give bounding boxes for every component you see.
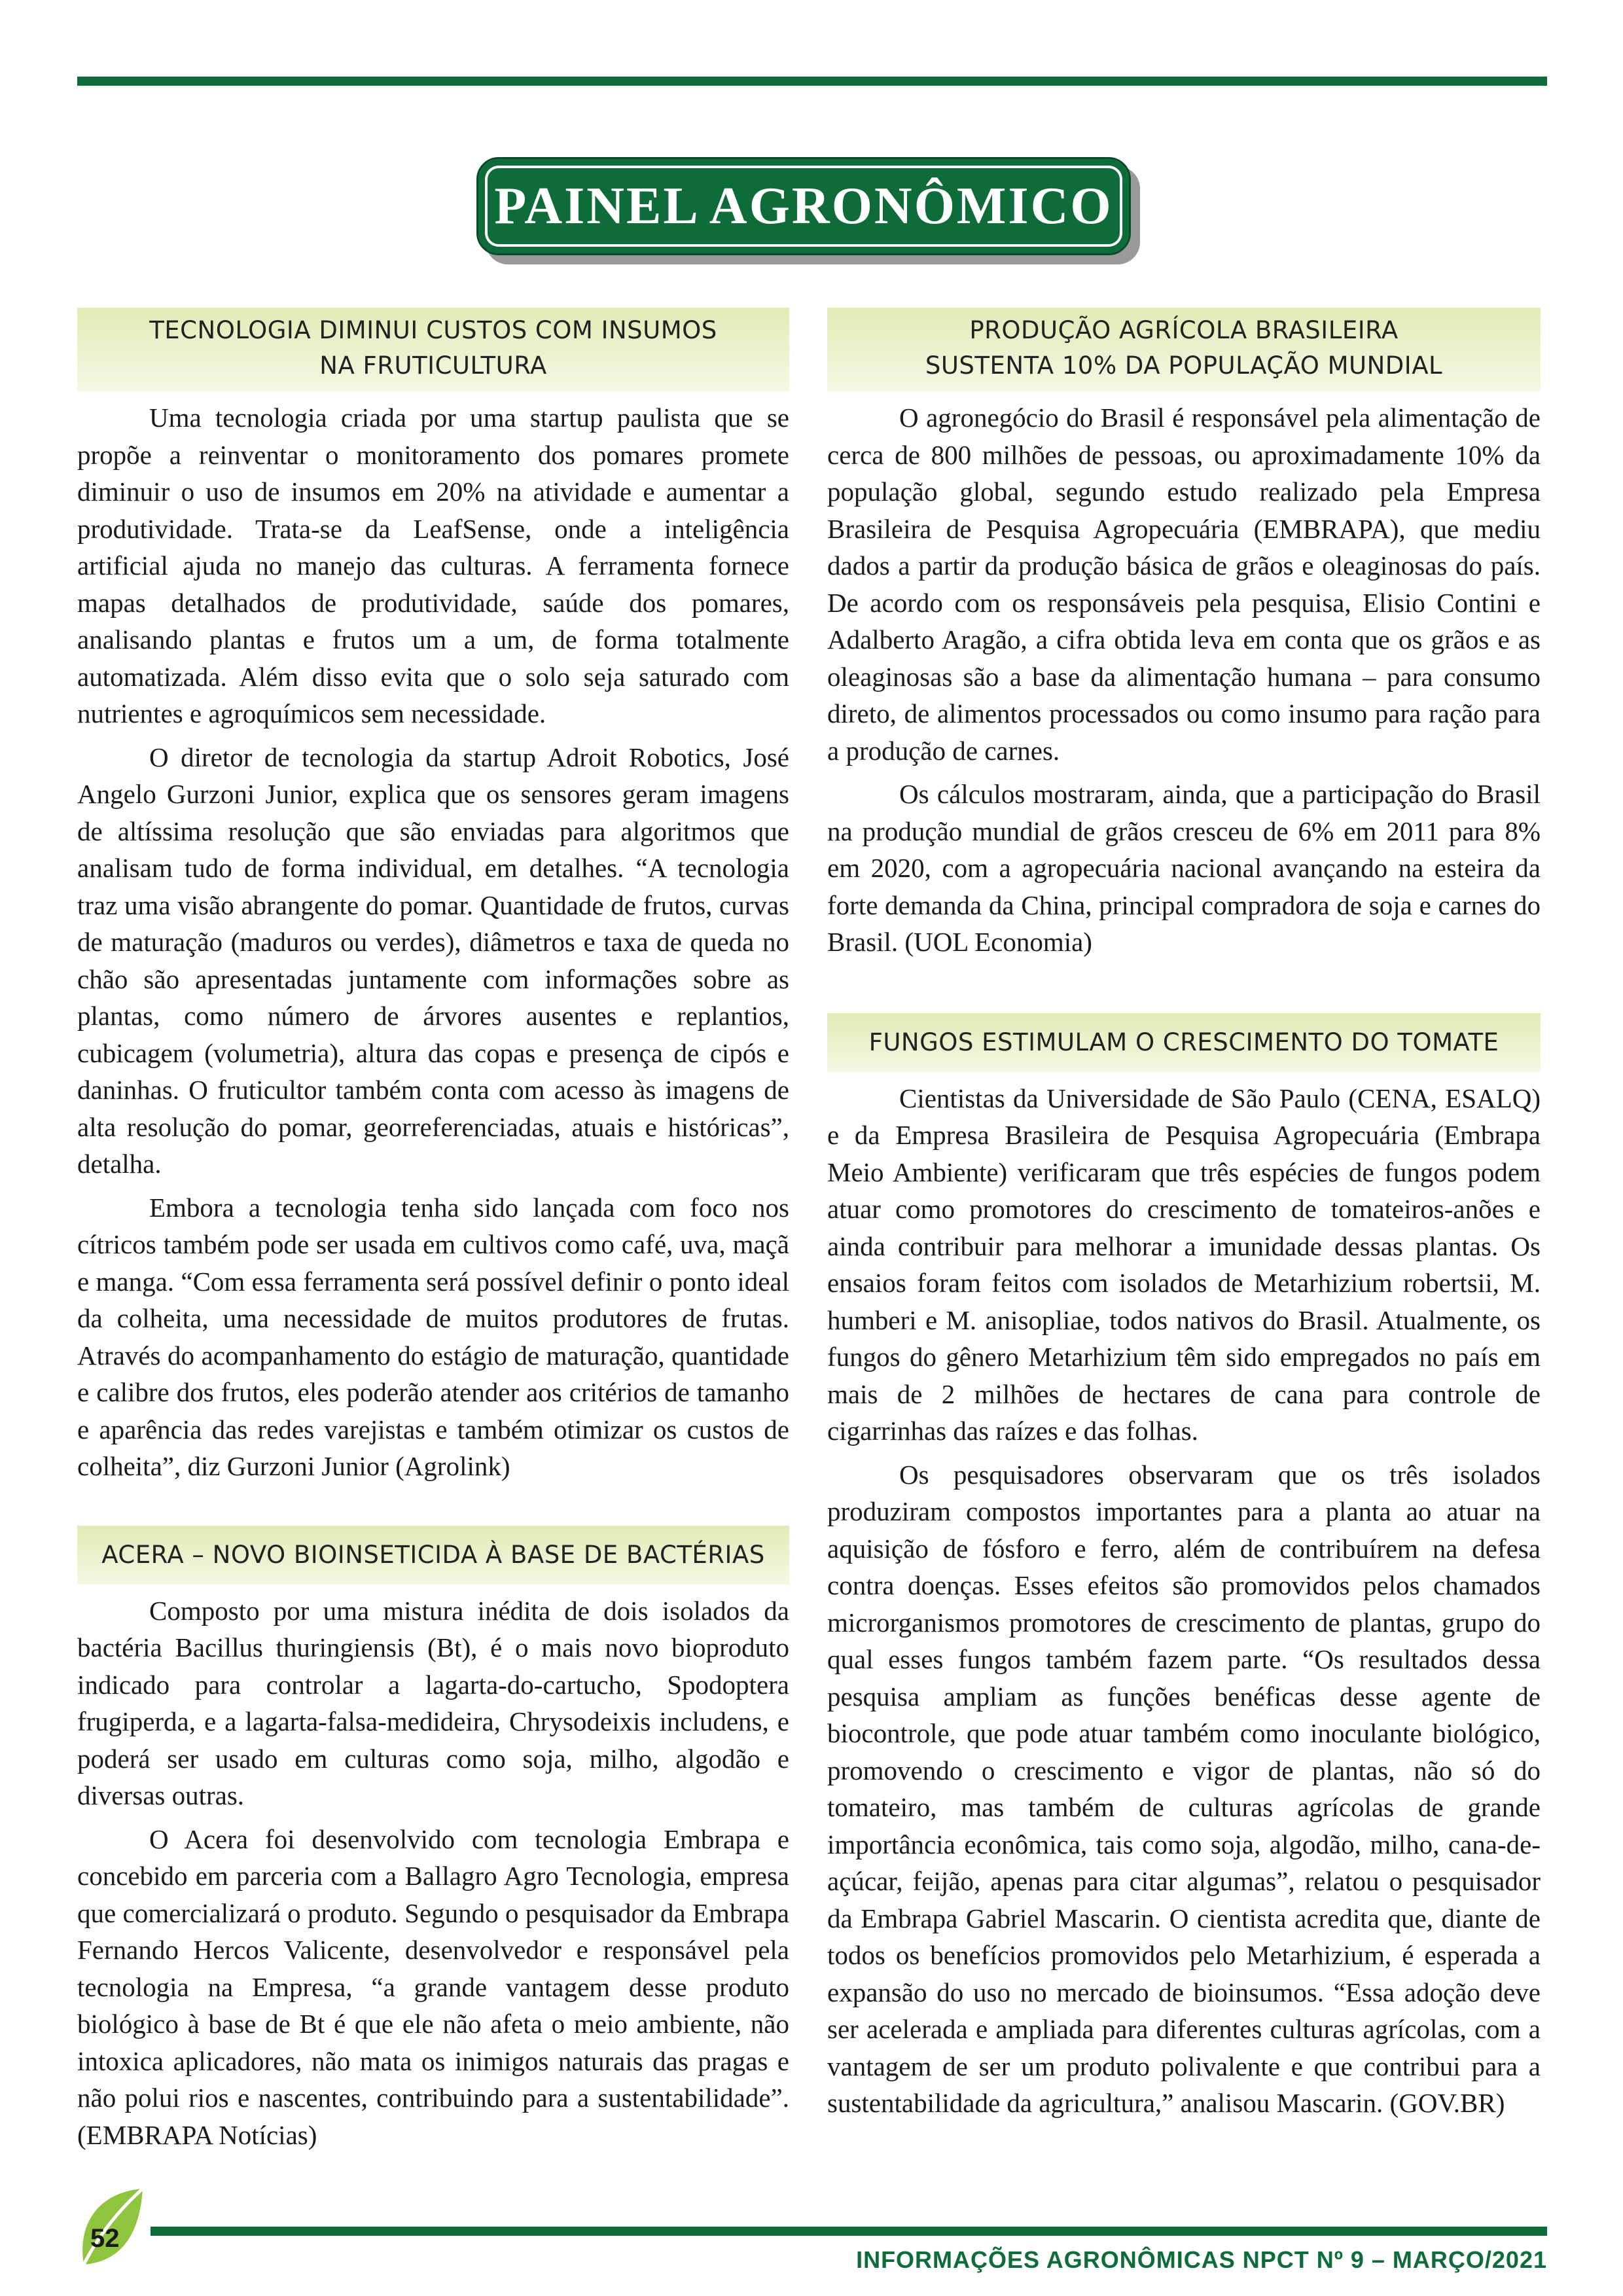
top-rule — [77, 77, 1547, 86]
heading-line: TECNOLOGIA DIMINUI CUSTOS COM INSUMOS — [149, 316, 717, 344]
banner-box — [476, 157, 1131, 255]
article-heading — [827, 308, 1541, 391]
left-column — [77, 308, 789, 2193]
heading-line: PRODUÇÃO AGRÍCOLA BRASILEIRA — [969, 316, 1399, 344]
paragraph: Composto por uma mistura inédita de dois isolados da bactéria Bacillus thuringiensis (Bt), é o mais novo bioproduto indicado para controlar a lagarta-do-cartucho, Spodoptera frugiperda, e a lagarta-falsa-medideira, Chrysodeixis includens, e poderá ser usado em culturas como soja, milho, algodão e diversas outras. — [77, 1595, 789, 1810]
heading-line: FUNGOS ESTIMULAM O CRESCIMENTO DO TOMATE — [868, 1028, 1499, 1056]
page-number-badge — [77, 2186, 149, 2271]
publication-footer: INFORMAÇÕES AGRONÔMICAS NPCT Nº 9 – MARÇO/2021 — [856, 2246, 1547, 2273]
heading-line: NA FRUTICULTURA — [319, 351, 547, 380]
banner-title: PAINEL AGRONÔMICO — [494, 177, 1113, 235]
section-banner — [476, 157, 1147, 270]
paragraph: Cientistas da Universidade de São Paulo (CENA, ESALQ) e da Empresa Brasileira de Pesquisa Agropecuária (Embrapa Meio Ambiente) verificaram que três espécies de fungos podem atuar como promotores do crescimento de tomateiros-anões e ainda contribuir para melhorar a imunidade dessas plantas. Os ensaios foram feitos com isolados de Metarhizium robertsii, M. humberi e M. anisopliae, todos nativos do Brasil. Atualmente, os fungos do gênero Metarhizium têm sido empregados no país em mais de 2 milhões de hectares de cana para controle de cigarrinhas das raízes e das folhas. — [827, 1083, 1541, 1446]
paragraph: O Acera foi desenvolvido com tecnologia Embrapa e concebido em parceria com a Ballagro Agro Tecnologia, empresa que comercializará o produto. Segundo o pesquisador da Embrapa Fernando Hercos Valicente, desenvolvedor e responsável pela tecnologia na Empresa, “a grande vantagem desse produto biológico à base de Bt é que ele não afeta o meio ambiente, não intoxica aplicadores, não mata os inimigos naturais das pragas e não polui rios e nascentes, contribuindo para a sustentabilidade”. (EMBRAPA Notícias) — [77, 1823, 789, 2150]
right-column — [827, 308, 1541, 2161]
article-fruticultura — [77, 308, 789, 1485]
paragraph: Embora a tecnologia tenha sido lançada com foco nos cítricos também pode ser usada em cultivos como café, uva, maçã e manga. “Com essa ferramenta será possível definir o ponto ideal da colheita, uma necessidade de muitos produtores de frutas. Através do acompanhamento do estágio de maturação, quantidade e calibre dos frutos, eles poderão atender aos critérios de tamanho e aparência das redes varejistas e também otimizar os custos de colheita”, diz Gurzoni Junior (Agrolink) — [77, 1192, 789, 1481]
page-number: 52 — [90, 2224, 120, 2253]
heading-line: ACERA – NOVO BIOINSETICIDA À BASE DE BACTÉRIAS — [101, 1540, 765, 1569]
paragraph: Os pesquisadores observaram que os três isolados produziram compostos importantes para a planta ao atuar na aquisição de fósforo e ferro, além de contribuírem na defesa contra doenças. Esses efeitos são promovidos pelos chamados microrganismos promotores de crescimento de plantas, grupo do qual esses fungos também fazem parte. “Os resultados dessa pesquisa ampliam as funções benéficas desse agente de biocontrole, que pode atuar também como inoculante biológico, promovendo o crescimento e vigor de plantas, não só do tomateiro, mas também de culturas agrícolas de grande importância econômica, tais como soja, algodão, milho, cana-de-açúcar, feijão, apenas para citar algumas”, relatou o pesquisador da Embrapa Gabriel Mascarin. O cientista acredita que, diante de todos os benefícios promovidos pelo Metarhizium, é esperada a expansão do uso no mercado de bioinsumos. “Essa adoção deve ser acelerada e ampliada para diferentes culturas agrícolas, com a vantagem de ser um produto polivalente e que contribui para a sustentabilidade da agricultura,” analisou Mascarin. (GOV.BR) — [827, 1459, 1541, 2118]
article-heading — [77, 308, 789, 391]
article-heading — [77, 1526, 789, 1585]
bottom-rule — [151, 2227, 1547, 2236]
heading-line: SUSTENTA 10% DA POPULAÇÃO MUNDIAL — [925, 351, 1443, 380]
article-heading — [827, 1013, 1541, 1072]
paragraph: Os cálculos mostraram, ainda, que a participação do Brasil na produção mundial de grãos cresceu de 6% em 2011 para 8% em 2020, com a agropecuária nacional avançando na esteira da forte demanda da China, principal compradora de soja e carnes do Brasil. (UOL Economia) — [827, 779, 1541, 957]
article-fungos — [827, 1013, 1541, 2122]
article-producao — [827, 308, 1541, 961]
paragraph: Uma tecnologia criada por uma startup paulista que se propõe a reinventar o monitoramento dos pomares promete diminuir o uso de insumos em 20% na atividade e aumentar a produtividade. Trata-se da LeafSense, onde a inteligência artificial ajuda no manejo das culturas. A ferramenta fornece mapas detalhados de produtividade, saúde dos pomares, analisando plantas e frutos um a um, de forma totalmente automatizada. Além disso evita que o solo seja saturado com nutrientes e agroquímicos sem necessidade. — [77, 403, 789, 728]
article-acera — [77, 1526, 789, 2154]
paragraph: O agronegócio do Brasil é responsável pela alimentação de cerca de 800 milhões de pessoas, ou aproximadamente 10% da população global, segundo estudo realizado pela Empresa Brasileira de Pesquisa Agropecuária (EMBRAPA), que mediu dados a partir da produção básica de grãos e oleaginosas do país. De acordo com os responsáveis pela pesquisa, Elisio Contini e Adalberto Aragão, a cifra obtida leva em conta que os grãos e as oleaginosas são a base da alimentação humana – para consumo direto, de alimentos processados ou como insumo para ração para a produção de carnes. — [827, 403, 1541, 766]
paragraph: O diretor de tecnologia da startup Adroit Robotics, José Angelo Gurzoni Junior, explica que os sensores geram imagens de altíssima resolução que são enviadas para algoritmos que analisam tudo de forma individual, em detalhes. “A tecnologia traz uma visão abrangente do pomar. Quantidade de frutos, curvas de maturação (maduros ou verdes), diâmetros e taxa de queda no chão são apresentadas juntamente com informações sobre as plantas, como número de árvores ausentes e replantios, cubicagem (volumetria), altura das copas e presença de cipós e daninhas. O fruticultor também conta com acesso às imagens de alta resolução do pomar, georreferenciadas, atuais e históricas”, detalha. — [77, 742, 789, 1179]
